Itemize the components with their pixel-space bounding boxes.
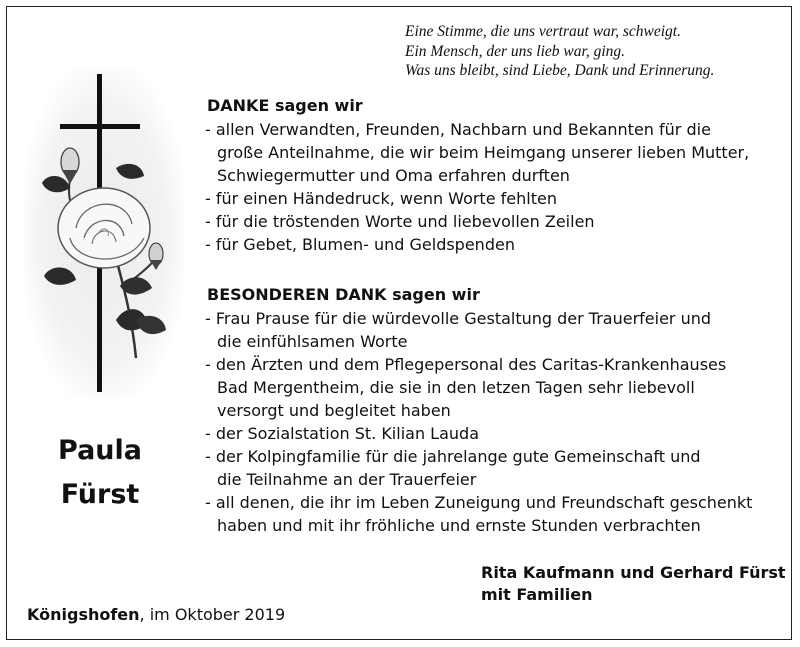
list-item: - allen Verwandten, Freunden, Nachbarn und Bekannten für die	[205, 120, 711, 139]
list-item: - der Kolpingfamilie für die jahrelange gute Gemeinschaft und	[205, 447, 701, 466]
list-item: die einfühlsamen Worte	[217, 332, 408, 351]
deceased-first-name: Paula	[58, 435, 142, 466]
list-item: - den Ärzten und dem Pflegepersonal des Caritas-Krankenhauses	[205, 355, 727, 374]
motto-verse	[405, 22, 790, 81]
list-item: - für einen Händedruck, wenn Worte fehlten	[205, 189, 557, 208]
date-text: , im Oktober 2019	[139, 605, 286, 624]
signature-family: mit Familien	[481, 585, 593, 604]
place-and-date	[27, 604, 285, 626]
deceased-last-name: Fürst	[60, 479, 140, 510]
list-item: große Anteilnahme, die wir beim Heimgang unserer lieben Mutter,	[217, 143, 750, 162]
list-item: Schwiegermutter und Oma erfahren durften	[217, 166, 570, 185]
special-thanks-list	[205, 307, 752, 537]
place-name: Königshofen	[27, 605, 140, 624]
list-item: Bad Mergentheim, die sie in den letzen Tagen sehr liebevoll	[217, 378, 695, 397]
list-item: haben und mit ihr fröhliche und ernste Stunden verbrachten	[217, 516, 701, 535]
list-item: die Teilnahme an der Trauerfeier	[217, 470, 477, 489]
signature	[481, 562, 786, 606]
motto-line: Eine Stimme, die uns vertraut war, schweigt.	[405, 23, 681, 40]
motto-line: Was uns bleibt, sind Liebe, Dank und Erinnerung.	[405, 62, 715, 79]
signature-names: Rita Kaufmann und Gerhard Fürst	[481, 563, 786, 582]
list-item: versorgt und begleitet haben	[217, 401, 451, 420]
thanks-heading: DANKE sagen wir	[207, 96, 363, 115]
list-item: - für die tröstenden Worte und liebevollen Zeilen	[205, 212, 595, 231]
list-item: - Frau Prause für die würdevolle Gestaltung der Trauerfeier und	[205, 309, 712, 328]
special-thanks-heading: BESONDEREN DANK sagen wir	[207, 285, 480, 304]
list-item: - all denen, die ihr im Leben Zuneigung und Freundschaft geschenkt	[205, 493, 753, 512]
cross-with-rose-icon	[24, 68, 184, 398]
list-item: - für Gebet, Blumen- und Geldspenden	[205, 235, 515, 254]
thanks-list	[205, 118, 749, 256]
list-item: - der Sozialstation St. Kilian Lauda	[205, 424, 479, 443]
motto-line: Ein Mensch, der uns lieb war, ging.	[405, 42, 625, 60]
